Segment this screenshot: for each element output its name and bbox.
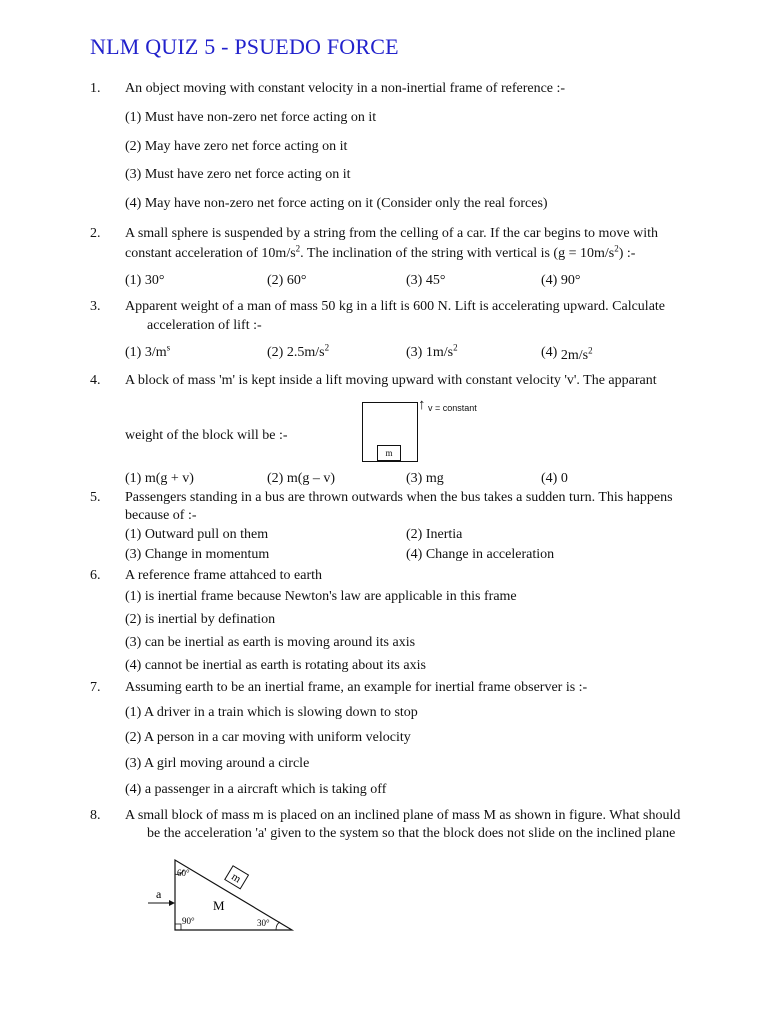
angle-30-label: 30°: [257, 918, 270, 928]
q2-option-2: (2) 60°: [267, 273, 307, 288]
bottom-angle-arc: [276, 922, 280, 930]
q1-option-1: (1) Must have non-zero net force acting on it: [125, 110, 377, 125]
q3-line1: Apparent weight of a man of mass 50 kg in a lift is 600 N. Lift is accelerating upward. Calculate: [125, 299, 666, 314]
q2-line1: A small sphere is suspended by a string from the celling of a car. If the car begins to move with: [125, 226, 659, 241]
q3-number: 3.: [90, 299, 101, 314]
velocity-arrow-icon: ↑: [418, 397, 426, 413]
q5-option-3: (3) Change in momentum: [125, 547, 270, 562]
q2-number: 2.: [90, 226, 101, 241]
q4-line1: A block of mass 'm' is kept inside a lift moving upward with constant velocity 'v'. The apparant: [125, 373, 657, 388]
q2-line2: constant acceleration of $10m/s^2$. The inclination of the string with vertical is $(g = 10m/s^2)$ :-: [125, 243, 636, 261]
q6-option-3: (3) can be inertial as earth is moving around its axis: [125, 635, 416, 650]
q6-option-2: (2) is inertial by defination: [125, 612, 276, 627]
q8-line1: A small block of mass m is placed on an inclined plane of mass M as shown in figure. What should: [125, 808, 681, 823]
q5-number: 5.: [90, 490, 101, 505]
wedge-mass-label: M: [213, 898, 225, 913]
small-block-label: m: [229, 870, 243, 886]
q1-option-3: (3) Must have zero net force acting on it: [125, 167, 351, 182]
angle-60-label: 60°: [177, 868, 190, 878]
q4-option-1: (1) m(g + v): [125, 471, 194, 486]
q7-text: Assuming earth to be an inertial frame, an example for inertial frame observer is :-: [125, 680, 588, 695]
q6-number: 6.: [90, 568, 101, 583]
q7-option-2: (2) A person in a car moving with uniform velocity: [125, 730, 411, 745]
q1-text: An object moving with constant velocity in a non-inertial frame of reference :-: [125, 81, 566, 96]
incline-figure: [140, 852, 310, 938]
q3-line2: acceleration of lift :-: [147, 318, 262, 333]
q5-option-2: (2) Inertia: [406, 527, 463, 542]
q5-line2: because of :-: [125, 508, 197, 523]
q5-option-4: (4) Change in acceleration: [406, 547, 555, 562]
q5-option-1: (1) Outward pull on them: [125, 527, 269, 542]
q7-option-3: (3) A girl moving around a circle: [125, 756, 310, 771]
q8-number: 8.: [90, 808, 101, 823]
q2-option-3: (3) 45°: [406, 273, 446, 288]
velocity-label: v = constant: [428, 403, 477, 413]
q4-option-2: (2) m(g – v): [267, 471, 336, 486]
q4-option-4: (4) 0: [541, 471, 568, 486]
q4-line2: weight of the block will be :-: [125, 428, 288, 443]
lift-block: m: [377, 445, 401, 461]
q4-option-3: (3) mg: [406, 471, 444, 486]
right-angle-mark: [175, 924, 181, 930]
q1-option-4: (4) May have non-zero net force acting on it (Consider only the real forces): [125, 196, 548, 211]
q3-option-3: (3) $1m/s^2$: [406, 342, 458, 360]
q8-line2: be the acceleration 'a' given to the system so that the block does not slide on the inclined plane: [147, 826, 676, 841]
page-title: NLM QUIZ 5 - PSUEDO FORCE: [90, 34, 399, 59]
acceleration-label: a: [156, 887, 162, 901]
q7-option-4: (4) a passenger in a aircraft which is taking off: [125, 782, 387, 797]
q2-option-1: (1) 30°: [125, 273, 165, 288]
q7-number: 7.: [90, 680, 101, 695]
q4-number: 4.: [90, 373, 101, 388]
q6-option-1: (1) is inertial frame because Newton's law are applicable in this frame: [125, 589, 517, 604]
q6-option-4: (4) cannot be inertial as earth is rotating about its axis: [125, 658, 426, 673]
angle-90-label: 90°: [182, 916, 195, 926]
q2-option-4: (4) 90°: [541, 273, 581, 288]
q1-number: 1.: [90, 81, 101, 96]
q3-option-4: (4) $2m/s^2$: [541, 345, 593, 363]
q1-option-2: (2) May have zero net force acting on it: [125, 139, 348, 154]
q3-option-2: (2) $2.5m/s^2$: [267, 342, 330, 360]
lift-figure: [362, 402, 418, 462]
q5-line1: Passengers standing in a bus are thrown outwards when the bus takes a sudden turn. This happens: [125, 490, 673, 505]
q6-text: A reference frame attahced to earth: [125, 568, 323, 583]
q7-option-1: (1) A driver in a train which is slowing down to stop: [125, 705, 418, 720]
q3-option-1: (1) $3/m^s$: [125, 342, 171, 360]
